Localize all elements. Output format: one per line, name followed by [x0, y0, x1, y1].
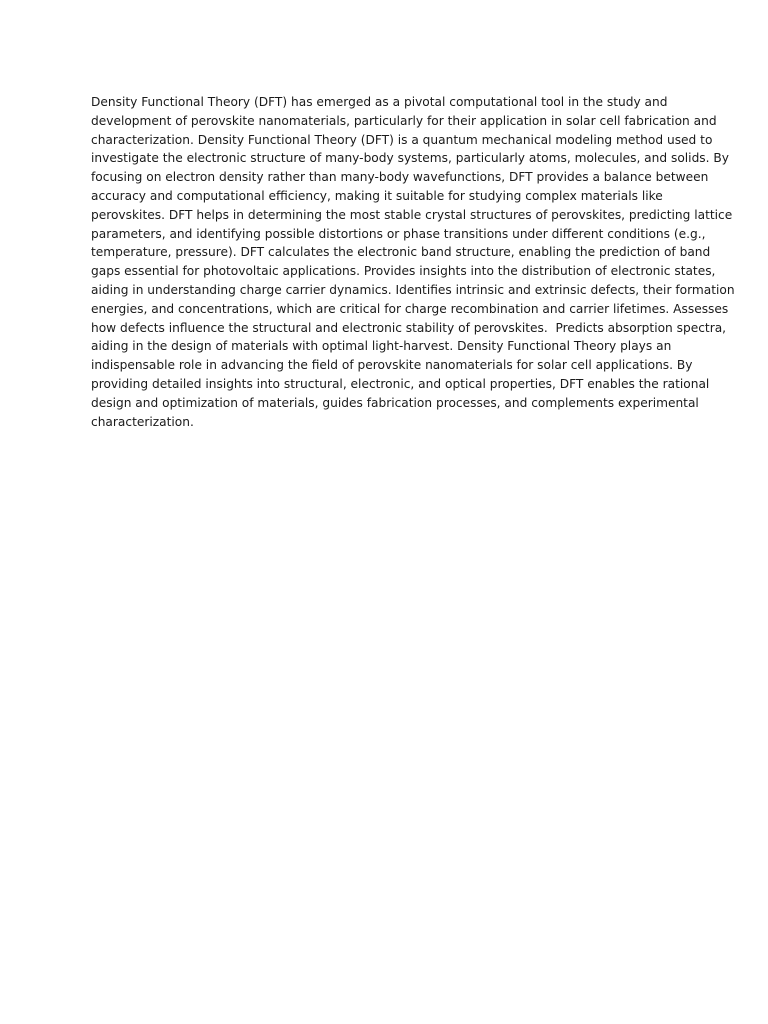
paragraph-line: how defects influence the structural and electronic stability of perovskites. Predicts absorption spectra,: [91, 320, 727, 335]
paragraph-line: accuracy and computational efficiency, making it suitable for studying complex materials like: [91, 188, 663, 203]
paragraph-line: Density Functional Theory (DFT) has emerged as a pivotal computational tool in the study and: [91, 95, 668, 109]
paragraph-line: characterization.: [91, 414, 194, 429]
paragraph-line: energies, and concentrations, which are critical for charge recombination and carrier lifetimes. Assesses: [91, 301, 729, 316]
paragraph-line: perovskites. DFT helps in determining the most stable crystal structures of perovskites, predicting lattice: [91, 207, 733, 222]
paragraph-line: providing detailed insights into structural, electronic, and optical properties, DFT enables the rational: [91, 376, 710, 391]
paragraph-line: indispensable role in advancing the field of perovskite nanomaterials for solar cell applications. By: [91, 358, 693, 373]
paragraph-line: focusing on electron density rather than many-body wavefunctions, DFT provides a balance between: [91, 170, 709, 185]
paragraph-line: aiding in understanding charge carrier dynamics. Identifies intrinsic and extrinsic defects, their formation: [91, 282, 735, 297]
paragraph-line: gaps essential for photovoltaic applications. Provides insights into the distribution of electronic states,: [91, 264, 716, 279]
paragraph-line: design and optimization of materials, guides fabrication processes, and complements experimental: [91, 395, 699, 410]
paragraph-line: characterization. Density Functional Theory (DFT) is a quantum mechanical modeling method used to: [91, 132, 713, 147]
paragraph-line: parameters, and identifying possible distortions or phase transitions under different conditions (e.g.,: [91, 226, 706, 241]
paragraph-line: investigate the electronic structure of many-body systems, particularly atoms, molecules, and solids. By: [91, 151, 729, 166]
paragraph-line: aiding in the design of materials with optimal light-harvest. Density Functional Theory plays an: [91, 339, 672, 354]
paragraph-line: development of perovskite nanomaterials, particularly for their application in solar cell fabrication and: [91, 113, 717, 128]
paragraph-line: temperature, pressure). DFT calculates the electronic band structure, enabling the prediction of band: [91, 245, 711, 260]
body-paragraph: [91, 93, 735, 431]
